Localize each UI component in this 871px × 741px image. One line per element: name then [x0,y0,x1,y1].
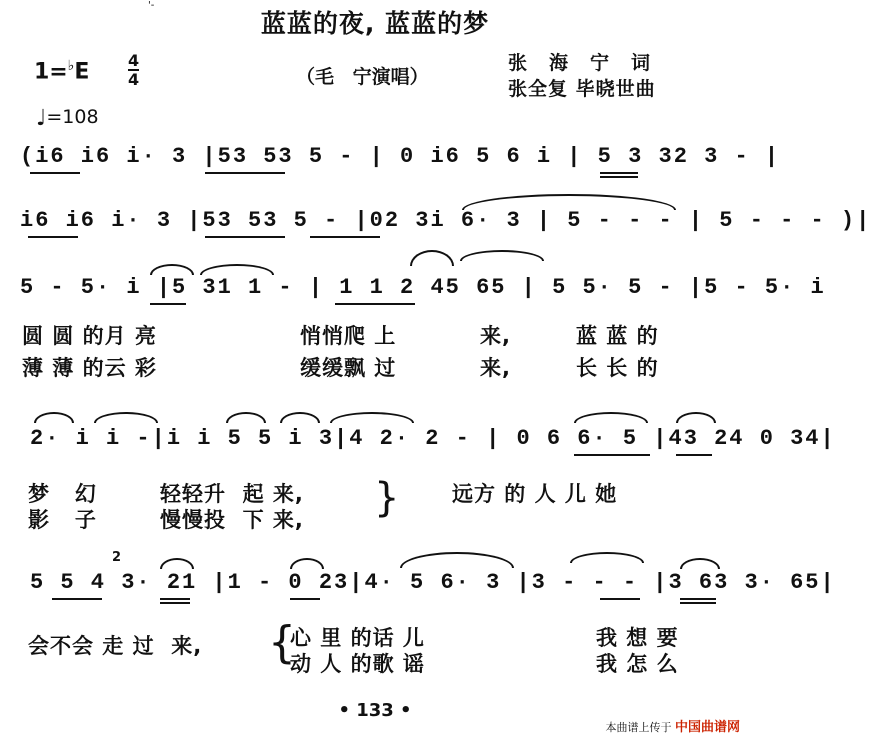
lyric-verse1: 梦 幻 [28,482,97,506]
tie [400,552,514,568]
lyric-verse2: 影 子 [28,508,97,532]
underline [676,454,712,456]
staff-line-3: 5 - 5· i |5 31 1 - | 1 1 2 45 65 | 5 5· 5 - |5 - 5· i [20,275,826,300]
lyric-verse2: 薄 薄 的云 彩 [22,356,157,380]
footer-watermark: 本曲谱上传于 中国曲谱网 [605,720,740,735]
slur [200,264,274,275]
staff-line-1: (i6 i6 i· 3 |53 53 5 - | 0 i6 5 6 i | 5 3 32 3 - | [20,144,781,169]
underline [28,236,78,238]
lyric-verse1: 来, [480,324,511,348]
underline [52,598,102,600]
underline [150,303,186,305]
tie [94,412,158,423]
underline [205,172,285,174]
slur [570,552,644,563]
underline [290,598,320,600]
song-title: 蓝蓝的夜, 蓝蓝的梦 [260,9,490,38]
brace-left: { [268,617,296,668]
time-signature: 4 4 [128,51,140,89]
slur [160,558,194,569]
underline [600,598,640,600]
underline [160,598,190,600]
slur [150,264,194,275]
slur [680,558,720,569]
corner-mark: '- [148,0,155,11]
underline [680,598,716,600]
slur [574,412,648,423]
underline [160,602,190,604]
lyric-verse2: 慢慢投 下 来, [160,508,304,532]
slur [34,412,74,423]
lyric-verse2: 来, [480,356,511,380]
lyric-verse2: 我 怎 么 [596,652,679,676]
underline [310,236,380,238]
staff-line-4: 2· i i -|i i 5 5 i 3|4 2· 2 - | 0 6 6· 5 |43 24 0 34| [30,426,836,451]
tempo-mark: ♩=108 [36,106,99,131]
tie [330,412,414,423]
composer-credit: 张全复 毕晓世曲 [508,78,656,100]
lyric-verse1: 远方 的 人 儿 她 [452,482,618,506]
singer-credit: （毛 宁演唱） [296,66,429,88]
slur [290,558,324,569]
staff-line-5: 5 5 4 3· 21 |1 - 0 23|4· 5 6· 3 |3 - - - |3 63 3· 65| [30,570,836,595]
underline [600,176,638,178]
lyric-verse2: 动 人 的歌 谣 [290,652,425,676]
slur [410,250,454,266]
lyric-verse1: 心 里 的话 儿 [290,626,425,650]
tie [460,250,544,261]
lyric-verse1: 轻轻升 起 来, [160,482,304,506]
staff-line-2: i6 i6 i· 3 |53 53 5 - |02 3i 6· 3 | 5 - - - | 5 - - - )| [20,208,871,233]
underline [680,602,716,604]
brace-right: } [374,475,400,521]
lyric-verse1: 蓝 蓝 的 [576,324,659,348]
page-number: • 133 • [338,700,412,721]
key-signature: 1=♭E [34,58,90,85]
underline [600,172,638,174]
slur [676,412,716,423]
slur [280,412,320,423]
lyric-line: 会不会 走 过 来, [28,634,203,658]
underline [30,172,80,174]
lyricist-credit: 张海宁词 [508,52,673,74]
underline [574,454,650,456]
lyric-verse2: 长 长 的 [576,356,659,380]
lyric-verse1: 悄悄爬 上 [300,324,397,348]
underline [205,236,285,238]
lyric-verse1: 圆 圆 的月 亮 [22,324,157,348]
tie-slur [462,194,676,210]
lyric-verse2: 缓缓飘 过 [300,356,397,380]
grace-note: 2 [112,550,122,565]
underline [335,303,415,305]
slur [226,412,266,423]
lyric-verse1: 我 想 要 [596,626,679,650]
